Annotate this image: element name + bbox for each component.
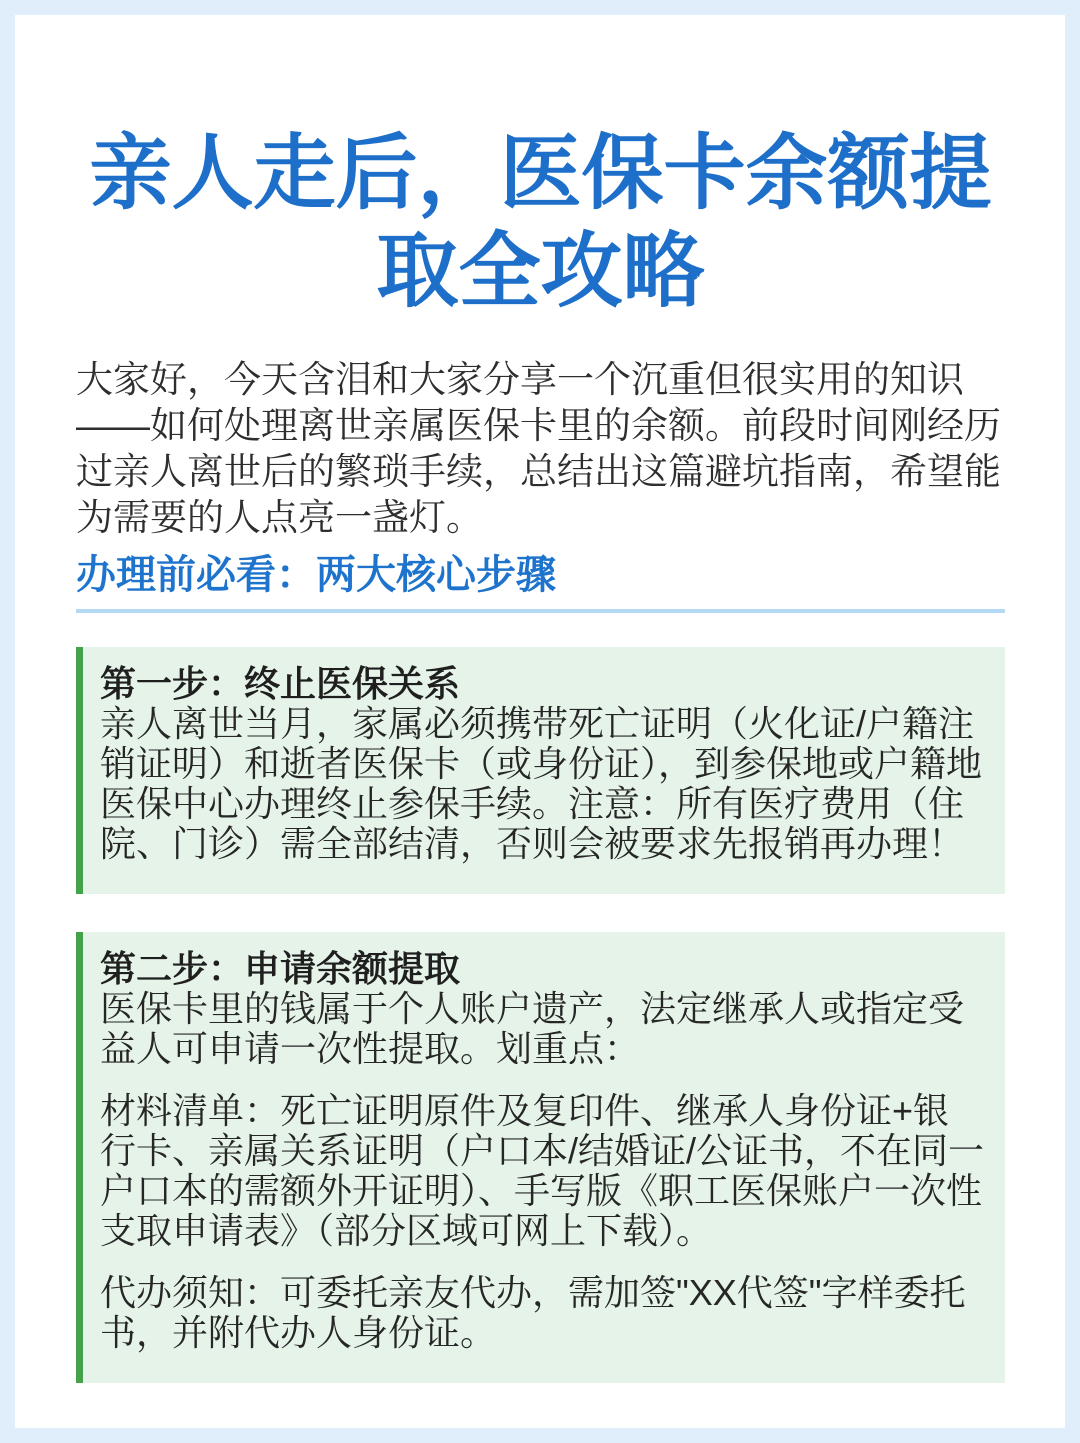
step-2-paragraph-agent: 代办须知：可委托亲友代办，需加签"XX代签"字样委托书，并附代办人身份证。 xyxy=(100,1272,966,1353)
content-sheet xyxy=(15,15,1065,1428)
step-card-1 xyxy=(76,647,1005,894)
step-2-paragraph-materials: 材料清单：死亡证明原件及复印件、继承人身份证+银行卡、亲属关系证明（户口本/结婚证/公证书，不在同一户口本的需额外开证明）、手写版《职工医保账户一次性支取申请表》（部分区域可网上下载）。 xyxy=(100,1090,985,1251)
step-card-2 xyxy=(76,932,1005,1383)
intro-paragraph: 大家好，今天含泪和大家分享一个沉重但很实用的知识——如何处理离世亲属医保卡里的余额。前段时间刚经历过亲人离世后的繁琐手续，总结出这篇避坑指南，希望能为需要的人点亮一盏灯。 xyxy=(76,359,1001,538)
page-title xyxy=(76,125,1005,321)
page-title-line-1: 亲人走后，医保卡余额提 xyxy=(89,128,992,219)
step-1-title: 第一步：终止医保关系 xyxy=(100,663,461,704)
step-2-paragraph-summary: 医保卡里的钱属于个人账户遗产，法定继承人或指定受益人可申请一次性提取。划重点： xyxy=(100,988,965,1069)
step-2-title: 第二步：申请余额提取 xyxy=(100,948,461,989)
page-title-line-2: 取全攻略 xyxy=(376,226,705,317)
section-heading: 办理前必看：两大核心步骤 xyxy=(76,553,1005,613)
step-1-paragraph: 亲人离世当月，家属必须携带死亡证明（火化证/户籍注销证明）和逝者医保卡（或身份证），到参保地或户籍地医保中心办理终止参保手续。注意：所有医疗费用（住院、门诊）需全部结清，否则会被要求先报销再办理！ xyxy=(100,703,983,864)
content-area xyxy=(15,125,1065,1383)
